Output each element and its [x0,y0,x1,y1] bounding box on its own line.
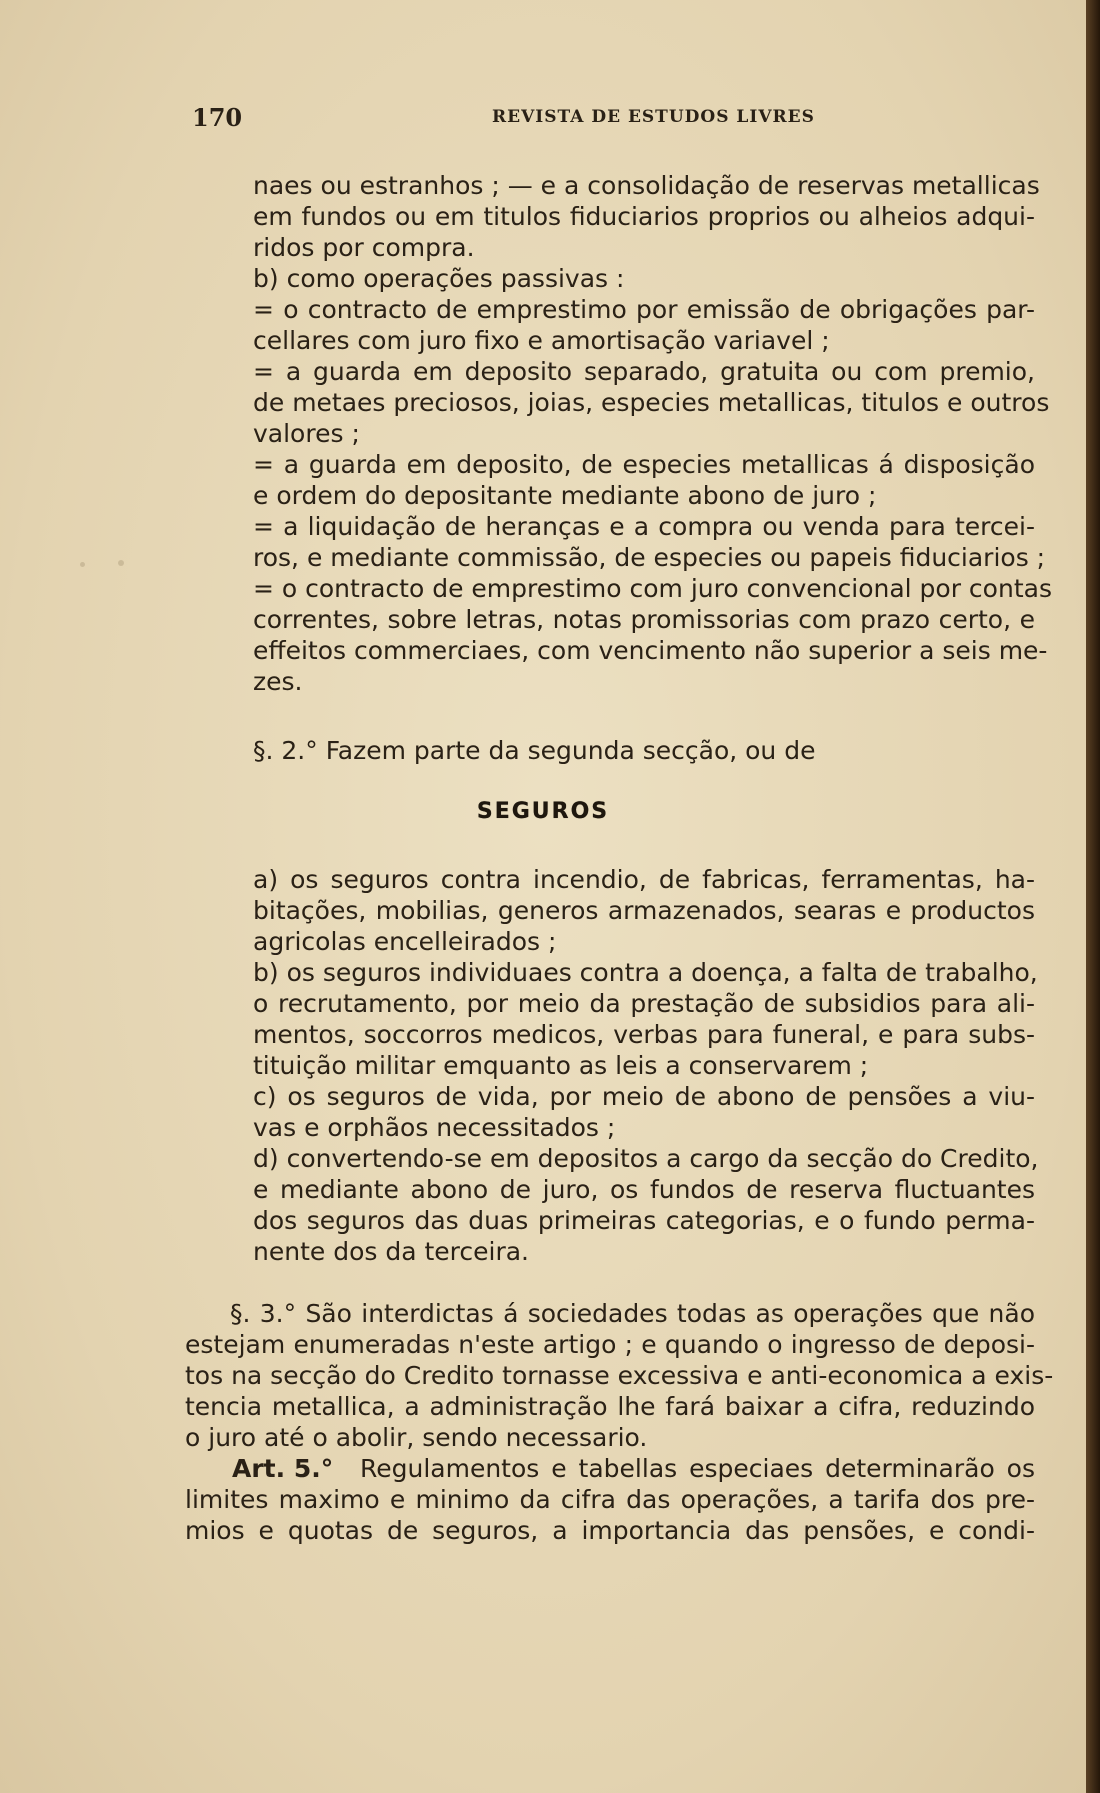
page-edge-shadow [1086,0,1100,1793]
text-line: cellares com juro fixo e amortisação variavel ; [253,326,830,355]
text-line: b) os seguros individuaes contra a doença, a falta de trabalho, [253,958,1038,987]
text-line: estejam enumeradas n'este artigo ; e quando o ingresso de deposi- [185,1330,1035,1359]
text-line: = a guarda em deposito, de especies metallicas á disposição [253,450,1035,479]
text-line: zes. [253,667,303,696]
article-label: Art. 5.° [232,1454,334,1483]
text-line: mios e quotas de seguros, a importancia das pensões, e condi- [185,1516,1035,1545]
text-line: e mediante abono de juro, os fundos de reserva fluctuantes [253,1175,1035,1204]
text-line: d) convertendo-se em depositos a cargo da secção do Credito, [253,1144,1039,1173]
text-line: = a guarda em deposito separado, gratuita ou com premio, [253,357,1035,386]
text-line: limites maximo e minimo da cifra das operações, a tarifa dos pre- [185,1485,1035,1514]
text-line: effeitos commerciaes, com vencimento não superior a seis me- [253,636,1048,665]
section2-intro: §. 2.° Fazem parte da segunda secção, ou de [253,736,816,765]
text-line: = o contracto de emprestimo com juro convencional por contas [253,574,1052,603]
paper-blemish [118,560,124,566]
page-header [192,103,1026,131]
text-line: = o contracto de emprestimo por emissão de obrigações par- [253,295,1035,324]
text-line: agricolas encelleirados ; [253,927,557,956]
text-line: tituição militar emquanto as leis a conservarem ; [253,1051,869,1080]
text-line: tencia metallica, a administração lhe fará baixar a cifra, reduzindo [185,1392,1035,1421]
text-line: Regulamentos e tabellas especiaes determinarão os [360,1454,1035,1483]
text-line: o recrutamento, por meio da prestação de subsidios para ali- [253,989,1035,1018]
text-line: nente dos da terceira. [253,1237,530,1266]
text-line: b) como operações passivas : [253,264,625,293]
text-line: e ordem do depositante mediante abono de juro ; [253,481,877,510]
text-line: bitações, mobilias, generos armazenados, searas e productos [253,896,1035,925]
running-head: REVISTA DE ESTUDOS LIVRES [492,107,815,127]
text-line: tos na secção do Credito tornasse excessiva e anti-economica a exis- [185,1361,1054,1390]
page-number: 170 [192,103,243,132]
text-line: correntes, sobre letras, notas promissorias com prazo certo, e [253,605,1035,634]
text-line: dos seguros das duas primeiras categorias, e o fundo perma- [253,1206,1035,1235]
text-line: de metaes preciosos, joias, especies metallicas, titulos e outros [253,388,1050,417]
section-title-seguros: SEGUROS [476,799,610,824]
text-line: §. 3.° São interdictas á sociedades todas as operações que não [230,1299,1035,1328]
text-line: mentos, soccorros medicos, verbas para funeral, e para subs- [253,1020,1035,1049]
text-line: ridos por compra. [253,233,475,262]
text-line: c) os seguros de vida, por meio de abono de pensões a viu- [253,1082,1035,1111]
text-line: naes ou estranhos ; — e a consolidação de reservas metallicas [253,171,1040,200]
text-line: ros, e mediante commissão, de especies ou papeis fiduciarios ; [253,543,1046,572]
text-line: valores ; [253,419,360,448]
text-line: o juro até o abolir, sendo necessario. [185,1423,648,1452]
text-line: = a liquidação de heranças e a compra ou venda para tercei- [253,512,1035,541]
text-line: vas e orphãos necessitados ; [253,1113,616,1142]
paper-blemish [80,562,85,567]
text-line: em fundos ou em titulos fiduciarios proprios ou alheios adqui- [253,202,1035,231]
text-line: a) os seguros contra incendio, de fabricas, ferramentas, ha- [253,865,1035,894]
